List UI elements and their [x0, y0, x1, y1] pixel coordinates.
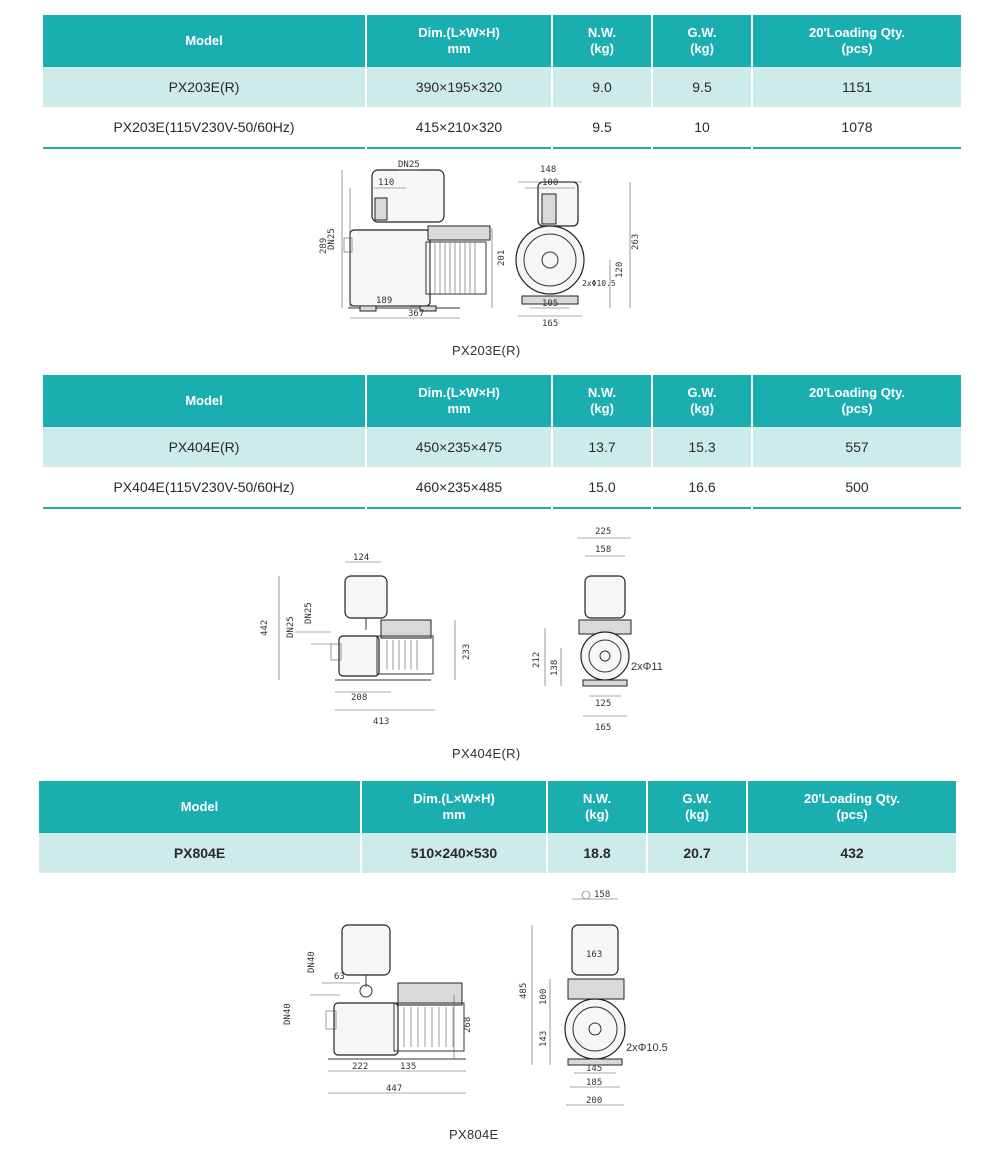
- dim-189: 189: [376, 296, 393, 306]
- cell-dim: 415×210×320: [366, 107, 552, 148]
- table-row: [43, 107, 961, 148]
- cell-qty: 557: [752, 427, 961, 467]
- dim-263: 263: [631, 233, 641, 250]
- side-view: [260, 553, 472, 727]
- dim-143: 143: [539, 1030, 549, 1047]
- side-view: [283, 925, 473, 1094]
- header-gw: G.W. (kg): [652, 375, 752, 427]
- cell-qty: 1078: [752, 107, 961, 148]
- dim-289: 289: [319, 237, 329, 254]
- dim-163: 163: [586, 950, 603, 960]
- cell-nw: 13.7: [552, 427, 652, 467]
- spec-table-px804e: [39, 781, 956, 873]
- cell-gw: 9.5: [652, 67, 752, 107]
- header-model: Model: [43, 15, 366, 67]
- header-nw: N.W. (kg): [552, 375, 652, 427]
- dim-105: 105: [542, 299, 559, 309]
- table-header-row: [39, 781, 956, 833]
- dim-120: 120: [615, 261, 625, 278]
- cell-dim: 390×195×320: [366, 67, 552, 107]
- cell-model: PX404E(R): [43, 427, 366, 467]
- cell-qty: 500: [752, 467, 961, 508]
- header-model: Model: [39, 781, 361, 833]
- drawing-caption-px203e: PX203E(R): [452, 343, 521, 358]
- technical-drawing-px203e: [320, 158, 650, 328]
- cell-nw: 18.8: [547, 833, 647, 873]
- dim-233: 233: [462, 643, 472, 660]
- header-model: Model: [43, 375, 366, 427]
- header-dim: Dim.(L×W×H) mm: [366, 375, 552, 427]
- dim-124: 124: [353, 553, 370, 563]
- dim-212: 212: [532, 651, 542, 668]
- dim-148: 148: [540, 165, 557, 175]
- dim-208: 208: [351, 693, 368, 703]
- dim-dn25-top: DN25: [398, 160, 420, 170]
- dim-158: 158: [595, 545, 612, 555]
- side-view: [319, 160, 507, 319]
- cell-model: PX804E: [39, 833, 361, 873]
- header-qty: 20'Loading Qty. (pcs): [752, 375, 961, 427]
- dim-225: 225: [595, 527, 612, 537]
- spec-table-px404e: [43, 375, 961, 509]
- dim-125: 125: [595, 699, 612, 709]
- table-header-row: [43, 15, 961, 67]
- cell-dim: 510×240×530: [361, 833, 547, 873]
- dim-hole: 2xΦ11: [631, 661, 663, 673]
- cell-dim: 450×235×475: [366, 427, 552, 467]
- cell-gw: 10: [652, 107, 752, 148]
- drawing-caption-px804e: PX804E: [449, 1127, 499, 1142]
- dim-dn25-side: DN25: [327, 228, 337, 250]
- table-header-row: [43, 375, 961, 427]
- dim-165: 165: [542, 319, 559, 329]
- cell-qty: 432: [747, 833, 956, 873]
- dim-63: 63: [334, 972, 345, 982]
- table-row: [43, 467, 961, 508]
- header-qty: 20'Loading Qty. (pcs): [747, 781, 956, 833]
- header-dim: Dim.(L×W×H) mm: [366, 15, 552, 67]
- dim-158: 158: [594, 890, 611, 900]
- dim-138: 138: [550, 659, 560, 676]
- technical-drawing-px804e: [270, 883, 690, 1115]
- cell-gw: 20.7: [647, 833, 747, 873]
- dim-dn25-a: DN25: [286, 616, 296, 638]
- header-nw: N.W. (kg): [547, 781, 647, 833]
- cell-gw: 16.6: [652, 467, 752, 508]
- dim-dn25-b: DN25: [304, 602, 314, 624]
- dim-367: 367: [408, 309, 425, 319]
- dim-268: 268: [463, 1016, 473, 1033]
- technical-drawing-px404e: [255, 520, 695, 740]
- dim-201: 201: [497, 249, 507, 266]
- cell-nw: 9.0: [552, 67, 652, 107]
- drawing-caption-px404e: PX404E(R): [452, 746, 521, 761]
- front-view: [532, 527, 663, 733]
- dim-100: 100: [539, 988, 549, 1005]
- header-gw: G.W. (kg): [647, 781, 747, 833]
- dim-485: 485: [519, 982, 529, 999]
- cell-model: PX203E(115V230V-50/60Hz): [43, 107, 366, 148]
- spec-table-px203e: [43, 15, 961, 149]
- cell-model: PX203E(R): [43, 67, 366, 107]
- dim-447: 447: [386, 1084, 403, 1094]
- cell-model: PX404E(115V230V-50/60Hz): [43, 467, 366, 508]
- header-gw: G.W. (kg): [652, 15, 752, 67]
- front-view: [519, 890, 668, 1106]
- dim-dn40-b: DN40: [283, 1003, 293, 1025]
- table-row: [39, 833, 956, 873]
- cell-nw: 15.0: [552, 467, 652, 508]
- dim-413: 413: [373, 717, 390, 727]
- dim-135: 135: [400, 1062, 417, 1072]
- header-dim: Dim.(L×W×H) mm: [361, 781, 547, 833]
- cell-dim: 460×235×485: [366, 467, 552, 508]
- header-nw: N.W. (kg): [552, 15, 652, 67]
- dim-hole: 2xΦ10.5: [626, 1042, 668, 1054]
- dim-200: 200: [586, 1096, 603, 1106]
- dim-185: 185: [586, 1078, 603, 1088]
- cell-gw: 15.3: [652, 427, 752, 467]
- dim-110: 110: [378, 178, 395, 188]
- table-row: [43, 427, 961, 467]
- dim-dn40-a: DN40: [307, 951, 317, 973]
- dim-222: 222: [352, 1062, 369, 1072]
- dim-100: 100: [542, 178, 559, 188]
- cell-nw: 9.5: [552, 107, 652, 148]
- dim-145: 145: [586, 1064, 603, 1074]
- dim-442: 442: [260, 619, 270, 636]
- dim-hole: 2xΦ10.5: [582, 279, 616, 288]
- dim-165: 165: [595, 723, 612, 733]
- cell-qty: 1151: [752, 67, 961, 107]
- table-row: [43, 67, 961, 107]
- front-view: [516, 165, 641, 329]
- header-qty: 20'Loading Qty. (pcs): [752, 15, 961, 67]
